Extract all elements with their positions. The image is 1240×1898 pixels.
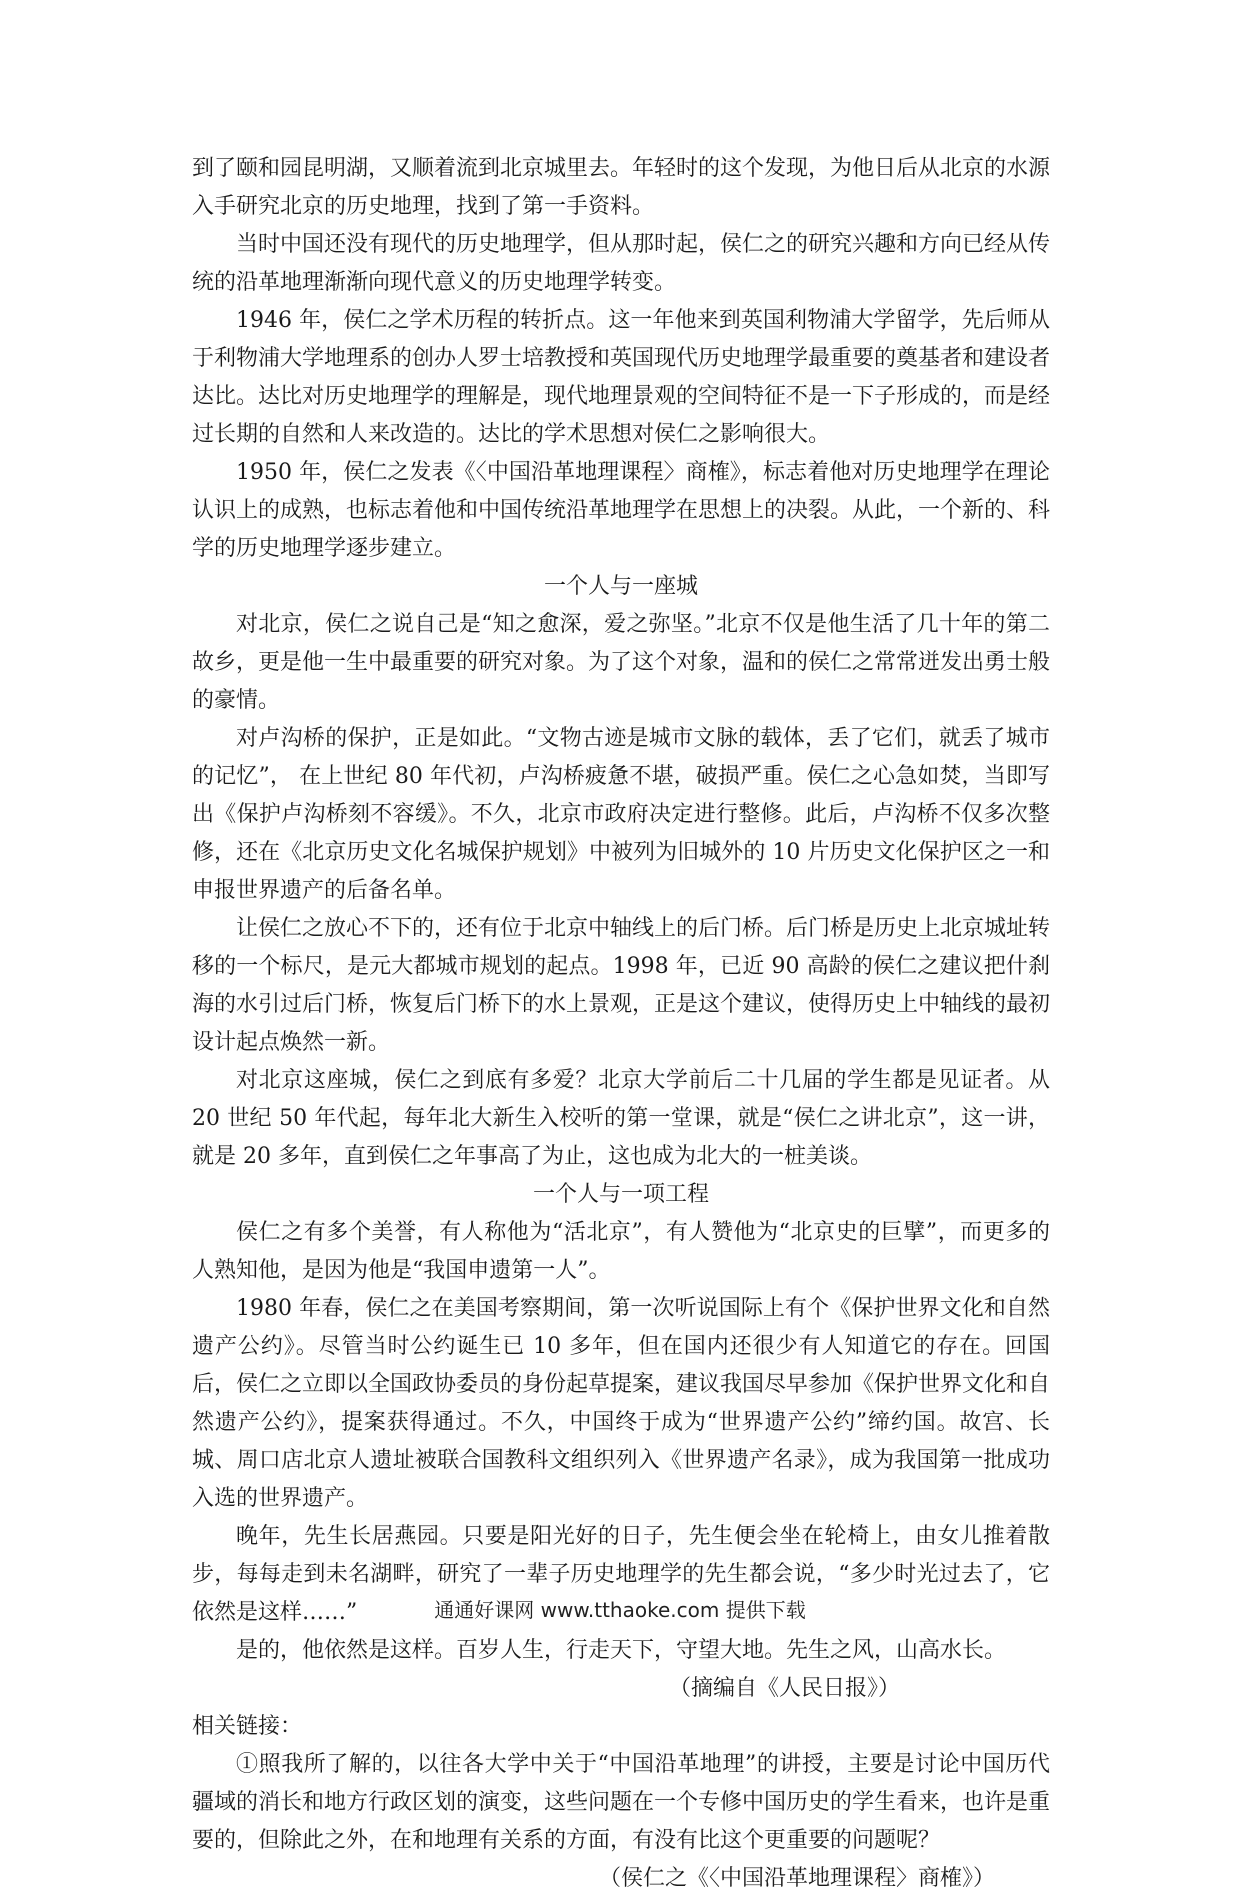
- article-paragraph: 晚年，先生长居燕园。只要是阳光好的日子，先生便会坐在轮椅上，由女儿推着散步，每每走到未名湖畔，研究了一辈子历史地理学的先生都会说，“多少时光过去了，它依然是这样……”: [192, 1524, 1050, 1625]
- article-paragraph: 1946 年，侯仁之学术历程的转折点。这一年他来到英国利物浦大学留学，先后师从于利物浦大学地理系的创办人罗士培教授和英国现代历史地理学最重要的奠基者和建设者达比。达比对历史地理学的理解是，现代地理景观的空间特征不是一下子形成的，而是经过长期的自然和人来改造的。达比的学术思想对侯仁之影响很大。: [192, 308, 1051, 447]
- article-paragraph: 对北京，侯仁之说自己是“知之愈深，爱之弥坚。”北京不仅是他生活了几十年的第二故乡，更是他一生中最重要的研究对象。为了这个对象，温和的侯仁之常常迸发出勇士般的豪情。: [192, 612, 1051, 713]
- article-paragraph: 1950 年，侯仁之发表《〈中国沿革地理课程〉商榷》，标志着他对历史地理学在理论认识上的成熟，也标志着他和中国传统沿革地理学在思想上的决裂。从此，一个新的、科学的历史地理学逐步建立。: [192, 460, 1051, 561]
- related-link-citation: （侯仁之《〈中国沿革地理课程〉商榷》）: [598, 1866, 995, 1891]
- article-source: （摘编自《人民日报》）: [668, 1676, 900, 1701]
- document-body: [192, 150, 1050, 1898]
- page-footer: 通通好课网 www.tthaoke.com 提供下载: [434, 1598, 806, 1622]
- article-paragraph: 侯仁之有多个美誉，有人称他为“活北京”，有人赞他为“北京史的巨擘”，而更多的人熟知他，是因为他是“我国申遗第一人”。: [192, 1220, 1050, 1283]
- related-links-label: 相关链接：: [192, 1714, 303, 1739]
- article-paragraph: 到了颐和园昆明湖，又顺着流到北京城里去。年轻时的这个发现，为他日后从北京的水源入手研究北京的历史地理，找到了第一手资料。: [192, 156, 1051, 219]
- article-paragraph: 对卢沟桥的保护，正是如此。“文物古迹是城市文脉的载体，丢了它们，就丢了城市的记忆”， 在上世纪 80 年代初，卢沟桥疲惫不堪，破损严重。侯仁之心急如焚，当即写出《保护卢沟桥刻不容缓》。不久，北京市政府决定进行整修。此后，卢沟桥不仅多次整修，还在《北京历史文化名城保护规划》中被列为旧城外的 10 片历史文化保护区之一和申报世界遗产的后备名单。: [192, 726, 1050, 903]
- article-paragraph: 对北京这座城，侯仁之到底有多爱？北京大学前后二十几届的学生都是见证者。从 20 世纪 50 年代起，每年北大新生入校听的第一堂课，就是“侯仁之讲北京”，这一讲，就是 20 多年，直到侯仁之年事高了为止，这也成为北大的一桩美谈。: [192, 1068, 1050, 1169]
- article-paragraph: 当时中国还没有现代的历史地理学，但从那时起，侯仁之的研究兴趣和方向已经从传统的沿革地理渐渐向现代意义的历史地理学转变。: [192, 232, 1051, 295]
- article-paragraph: 1980 年春，侯仁之在美国考察期间，第一次听说国际上有个《保护世界文化和自然遗产公约》。尽管当时公约诞生已 10 多年，但在国内还很少有人知道它的存在。回国后，侯仁之立即以全国政协委员的身份起草提案，建议我国尽早参加《保护世界文化和自然遗产公约》，提案获得通过。不久，中国终于成为“世界遗产公约”缔约国。故宫、长城、周口店北京人遗址被联合国教科文组织列入《世界遗产名录》，成为我国第一批成功入选的世界遗产。: [192, 1296, 1051, 1511]
- article-paragraph: 让侯仁之放心不下的，还有位于北京中轴线上的后门桥。后门桥是历史上北京城址转移的一个标尺，是元大都城市规划的起点。1998 年，已近 90 高龄的侯仁之建议把什刹海的水引过后门桥，恢复后门桥下的水上景观，正是这个建议，使得历史上中轴线的最初设计起点焕然一新。: [192, 916, 1051, 1055]
- section-heading: 一个人与一项工程: [532, 1182, 709, 1207]
- article-paragraph: 是的，他依然是这样。百岁人生，行走天下，守望大地。先生之风，山高水长。: [236, 1638, 1007, 1663]
- section-heading: 一个人与一座城: [543, 574, 698, 599]
- related-link-item: ①照我所了解的，以往各大学中关于“中国沿革地理”的讲授，主要是讨论中国历代疆域的消长和地方行政区划的演变，这些问题在一个专修中国历史的学生看来，也许是重要的，但除此之外，在和地理有关系的方面，有没有比这个更重要的问题呢？: [192, 1752, 1051, 1853]
